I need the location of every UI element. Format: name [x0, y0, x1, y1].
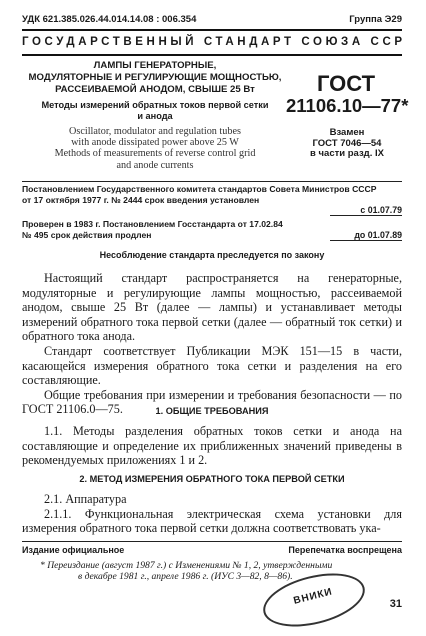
intro-text [22, 271, 402, 417]
section1-text [22, 424, 402, 468]
reprint-prohibited: Перепечатка воспрещена [288, 545, 402, 555]
reissue-line: * Переиздание (август 1987 г.) с Изменениями № 1, 2, утвержденными [40, 560, 333, 571]
title-en [24, 126, 286, 171]
title-ru-line: РАССЕИВАЕМОЙ АНОДОМ, СВЫШЕ 25 Вт [55, 84, 255, 95]
title-en-line: with anode dissipated power above 25 W [71, 137, 239, 149]
section2-text [22, 492, 402, 536]
decree-rule [22, 181, 402, 182]
intro-date: с 01.07.79 [330, 205, 402, 216]
standard-banner: ГОСУДАРСТВЕННЫЙ СТАНДАРТ СОЮЗА ССР [22, 36, 406, 48]
banner-rule [22, 54, 402, 56]
gost-number: 21106.10—77* [286, 95, 409, 116]
title-ru [24, 60, 286, 96]
replace-value: ГОСТ 7046—54 [312, 137, 382, 149]
gost-label: ГОСТ [316, 71, 376, 96]
title-ru-line: МОДУЛЯТОРНЫЕ И РЕГУЛИРУЮЩИЕ МОЩНОСТЬЮ, [28, 72, 282, 83]
decree-text [22, 184, 404, 205]
intro-paragraph: Настоящий стандарт распространяется на генераторные, модуляторные и регулирующие лампы мощностью, рассеиваемой анодом, свыше 25 Вт (далее — лампы) и устанавливает методы измерений обратного тока первой сетки (далее — обратный ток сетки) и обратного тока анода. [22, 271, 402, 344]
subtitle-ru [24, 100, 286, 122]
page-number: 31 [389, 598, 402, 610]
section2-paragraph: 2.1. Аппаратура [44, 492, 127, 506]
decree-line: от 17 октября 1977 г. № 2444 срок введения установлен [22, 194, 260, 205]
udk-code: УДК 621.385.026.44.014.14.08 : 006.354 [22, 14, 197, 25]
reissue-note [40, 560, 340, 583]
official-edition: Издание официальное [22, 545, 125, 555]
replace-label: Взамен [329, 127, 365, 138]
warning-text: Несоблюдение стандарта преследуется по закону [99, 250, 325, 260]
section2-heading: 2. МЕТОД ИЗМЕРЕНИЯ ОБРАТНОГО ТОКА ПЕРВОЙ СЕТКИ [79, 474, 345, 484]
decree-line: Постановлением Государственного комитета стандартов Совета Министров СССР [22, 184, 377, 194]
intro-paragraph: Общие требования при измерении и требования безопасности — по ГОСТ 21106.0—75. [22, 387, 402, 417]
subtitle-ru-line: Методы измерений обратных токов первой сетки [41, 100, 269, 110]
title-en-line: Methods of measurements of reverse control grid [54, 148, 256, 160]
check-text [22, 219, 322, 241]
footer-rule [22, 541, 402, 542]
group-code: Группа Э29 [349, 14, 402, 25]
subtitle-ru-line: и анода [137, 111, 173, 121]
check-line: Проверен в 1983 г. Постановлением Госстандарта от 17.02.84 [22, 219, 283, 229]
intro-paragraph: Стандарт соответствует Публикации МЭК 151—15 в части, касающейся измерения обратного тока сетки и разделения на его составляющие. [22, 343, 402, 388]
stamp-label: ВНИКИ [292, 586, 334, 607]
replacement-note [292, 128, 402, 160]
section2-paragraph: 2.1.1. Функциональная электрическая схема установки для измерения обратного тока первой сетки должна соответствовать ука- [22, 506, 402, 536]
title-ru-line: ЛАМПЫ ГЕНЕРАТОРНЫЕ, [93, 60, 217, 71]
section1-paragraph: 1.1. Методы разделения обратных токов сетки и анода на составляющие и определение их приближенных значений приведены в рекомендуемых приложениях 1 и 2. [22, 424, 402, 468]
check-line: № 495 срок действия продлен [22, 230, 152, 240]
title-en-line: and anode currents [116, 159, 194, 171]
section1-heading: 1. ОБЩИЕ ТРЕБОВАНИЯ [155, 406, 269, 416]
replace-part: в части разд. IX [310, 148, 384, 160]
reissue-line: в декабре 1981 г., апреле 1986 г. (ИУС 3—82, 8—86). [78, 571, 293, 583]
top-rule [22, 29, 402, 31]
title-en-line: Oscillator, modulator and regulation tubes [69, 126, 241, 137]
valid-date: до 01.07.89 [330, 230, 402, 241]
